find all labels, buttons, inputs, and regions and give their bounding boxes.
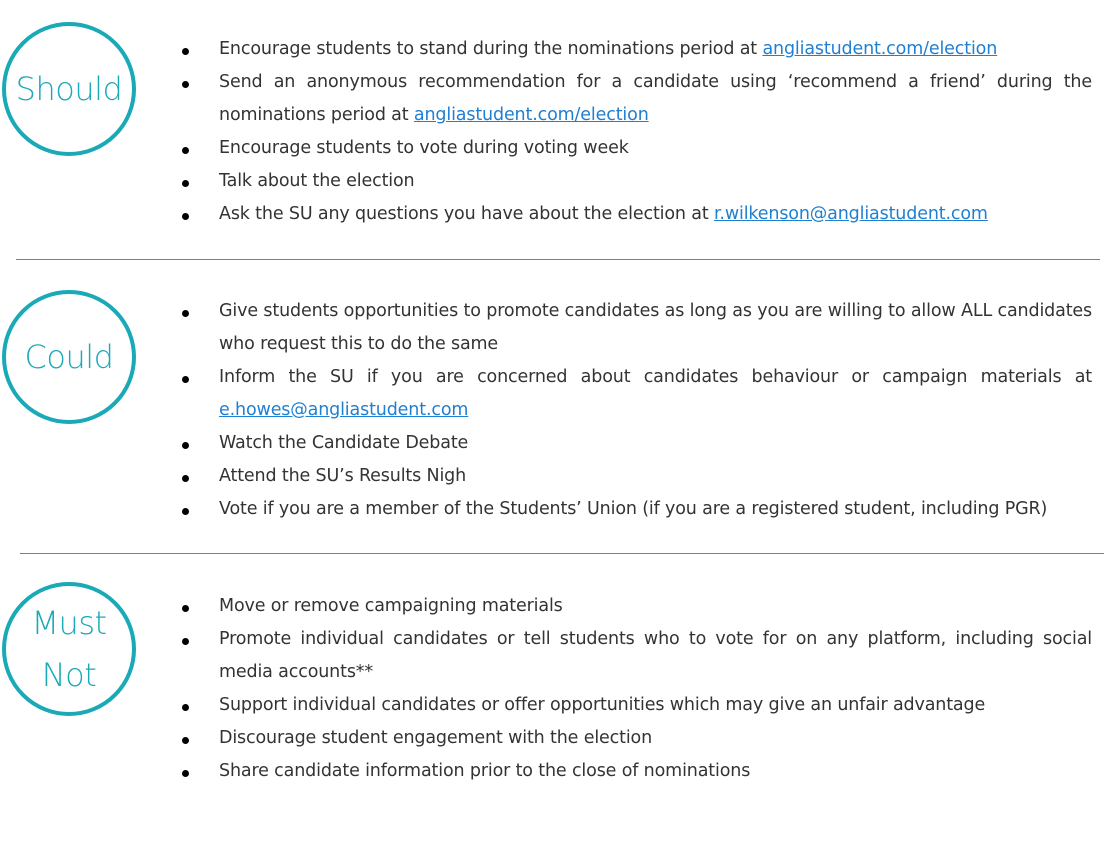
must-not-circle (2, 582, 136, 716)
must-not-heading-line-2: Not (41, 656, 97, 694)
should-circle (2, 22, 136, 156)
election-link[interactable]: angliastudent.com/election (762, 39, 998, 59)
should-heading: Should (15, 70, 123, 108)
list-item: Share candidate information prior to the close of nominations (180, 755, 1092, 788)
bullet-icon (182, 376, 189, 383)
bullet-icon (182, 310, 189, 317)
bullet-icon (182, 508, 189, 515)
list-item: Support individual candidates or offer opportunities which may give an unfair advantage (180, 689, 1092, 722)
must-not-heading-line-1: Must (31, 604, 107, 642)
bullet-icon (182, 770, 189, 777)
list-item: Give students opportunities to promote candidates as long as you are willing to allow ALL candidates who request this to do the same (180, 295, 1092, 361)
could-list (180, 295, 1092, 526)
list-item: Attend the SU’s Results Nigh (180, 460, 1092, 493)
bullet-icon (182, 180, 189, 187)
section-divider (20, 553, 1104, 554)
list-item: Encourage students to vote during voting week (180, 132, 1092, 165)
list-item: Talk about the election (180, 165, 1092, 198)
bullet-icon (182, 442, 189, 449)
list-item: Ask the SU any questions you have about the election at r.wilkenson@angliastudent.com (180, 198, 1092, 231)
election-link[interactable]: angliastudent.com/election (413, 105, 649, 125)
list-item: Send an anonymous recommendation for a candidate using ‘recommend a friend’ during the nominations period at angliastudent.com/election (180, 66, 1092, 132)
list-item: Vote if you are a member of the Students’ Union (if you are a registered student, including PGR) (180, 493, 1092, 526)
list-item: Watch the Candidate Debate (180, 427, 1092, 460)
list-item: Inform the SU if you are concerned about candidates behaviour or campaign materials at e.howes@angliastudent.com (180, 361, 1092, 427)
email-link[interactable]: e.howes@angliastudent.com (219, 400, 469, 420)
bullet-icon (182, 475, 189, 482)
bullet-icon (182, 704, 189, 711)
bullet-icon (182, 147, 189, 154)
list-item: Discourage student engagement with the election (180, 722, 1092, 755)
bullet-icon (182, 81, 189, 88)
bullet-icon (182, 737, 189, 744)
bullet-icon (182, 605, 189, 612)
should-list (180, 33, 1092, 231)
list-item: Encourage students to stand during the nominations period at angliastudent.com/election (180, 33, 1092, 66)
bullet-icon (182, 48, 189, 55)
could-circle (2, 290, 136, 424)
could-heading: Could (24, 338, 114, 376)
section-divider (16, 259, 1100, 260)
email-link[interactable]: r.wilkenson@angliastudent.com (713, 204, 988, 224)
bullet-icon (182, 638, 189, 645)
bullet-icon (182, 213, 189, 220)
list-item: Promote individual candidates or tell students who to vote for on any platform, including social media accounts** (180, 623, 1092, 689)
list-item: Move or remove campaigning materials (180, 590, 1092, 623)
must-not-list (180, 590, 1092, 788)
